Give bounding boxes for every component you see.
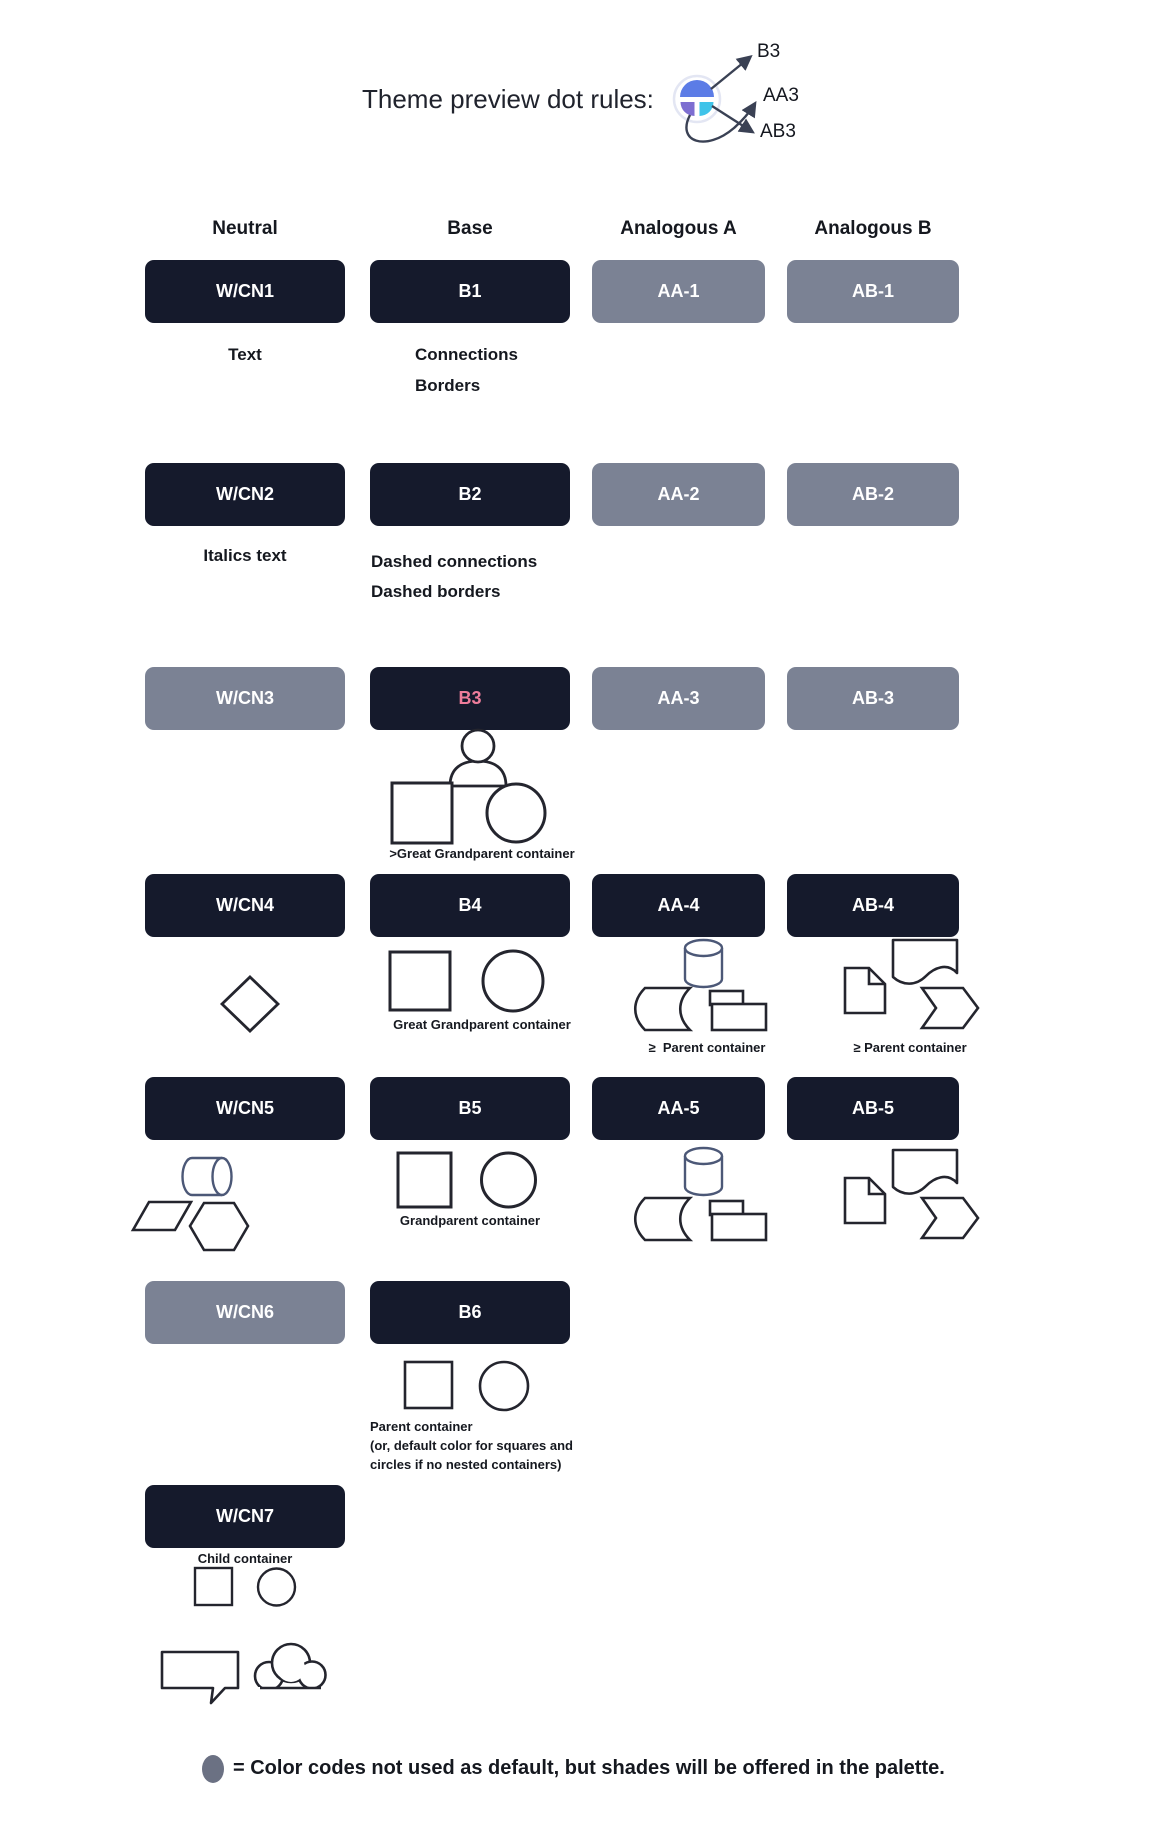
chevron-icon bbox=[922, 1198, 978, 1238]
circle-icon bbox=[480, 1362, 528, 1410]
cloud-icon bbox=[246, 1644, 334, 1709]
swatch-ab3: AB-3 bbox=[787, 667, 959, 730]
circle-icon bbox=[482, 1153, 536, 1207]
cylinder-icon bbox=[685, 1148, 722, 1195]
swatch-ab4: AB-4 bbox=[787, 874, 959, 937]
caption-connections: Connections bbox=[415, 345, 518, 364]
swatch-ab1: AB-1 bbox=[787, 260, 959, 323]
swatch-wcn2: W/CN2 bbox=[145, 463, 345, 526]
page-title: Theme preview dot rules: bbox=[362, 84, 654, 114]
swatch-b1: B1 bbox=[370, 260, 570, 323]
diamond-icon bbox=[222, 977, 278, 1031]
swatch-ab2: AB-2 bbox=[787, 463, 959, 526]
swatch-b4: B4 bbox=[370, 874, 570, 937]
speech-bubble-icon bbox=[162, 1652, 238, 1703]
dot-label-ab3: AB3 bbox=[760, 121, 796, 142]
wavy-card-icon bbox=[893, 1150, 957, 1194]
caption-text: Text bbox=[228, 345, 262, 364]
swatch-aa1: AA-1 bbox=[592, 260, 765, 323]
swatch-aa2: AA-2 bbox=[592, 463, 765, 526]
swatch-b5: B5 bbox=[370, 1077, 570, 1140]
document-icon bbox=[845, 968, 885, 1013]
square-icon bbox=[390, 952, 450, 1010]
caption-dashed-connections: Dashed connections bbox=[371, 552, 538, 571]
caption-parent-line2: (or, default color for squares and bbox=[370, 1438, 573, 1453]
column-header-base: Base bbox=[447, 218, 493, 239]
square-icon bbox=[392, 783, 452, 843]
dot-label-b3: B3 bbox=[757, 41, 781, 62]
chevron-icon bbox=[922, 988, 978, 1028]
folder-icon bbox=[710, 991, 766, 1030]
caption-great-grandparent: Great Grandparent container bbox=[393, 1017, 571, 1032]
caption-child-container: Child container bbox=[197, 1551, 293, 1566]
caption-dashed-borders: Dashed borders bbox=[371, 582, 501, 601]
hexagon-icon bbox=[190, 1203, 248, 1250]
swatch-aa3: AA-3 bbox=[592, 667, 765, 730]
circle-icon bbox=[258, 1569, 295, 1606]
circle-icon bbox=[487, 784, 545, 842]
horizontal-cylinder-icon bbox=[183, 1158, 232, 1195]
swatch-aa5: AA-5 bbox=[592, 1077, 765, 1140]
caption-parent-ab: ≥ Parent container bbox=[853, 1040, 967, 1055]
parallelogram-icon bbox=[133, 1202, 191, 1230]
caption-parent-line3: circles if no nested containers) bbox=[370, 1457, 562, 1472]
pie-dot-icon bbox=[674, 76, 720, 122]
swatch-wcn3: W/CN3 bbox=[145, 667, 345, 730]
dot-label-aa3: AA3 bbox=[763, 85, 799, 106]
person-icon bbox=[450, 730, 506, 786]
legend-text: = Color codes not used as default, but shades will be offered in the palette. bbox=[233, 1757, 945, 1779]
swatch-b2: B2 bbox=[370, 463, 570, 526]
caption-parent-aa: ≥ Parent container bbox=[648, 1040, 766, 1055]
wavy-card-icon bbox=[893, 940, 957, 984]
stored-data-icon bbox=[635, 1198, 690, 1240]
column-header-analogous-b: Analogous B bbox=[814, 218, 932, 239]
square-icon bbox=[398, 1153, 451, 1207]
document-icon bbox=[845, 1178, 885, 1223]
caption-grandparent: Grandparent container bbox=[399, 1213, 541, 1228]
swatch-wcn7: W/CN7 bbox=[145, 1485, 345, 1548]
circle-icon bbox=[483, 951, 543, 1011]
caption-great-grandparent-gt: >Great Grandparent container bbox=[389, 846, 575, 861]
cylinder-icon bbox=[685, 940, 722, 987]
square-icon bbox=[405, 1362, 452, 1408]
swatch-b3: B3 bbox=[370, 667, 570, 730]
swatch-ab5: AB-5 bbox=[787, 1077, 959, 1140]
stored-data-icon bbox=[635, 988, 690, 1030]
caption-parent-line1: Parent container bbox=[370, 1419, 473, 1434]
square-icon bbox=[195, 1568, 232, 1605]
swatch-wcn5: W/CN5 bbox=[145, 1077, 345, 1140]
column-header-analogous-a: Analogous A bbox=[620, 218, 737, 239]
swatch-b6: B6 bbox=[370, 1281, 570, 1344]
arrow-to-b3-icon bbox=[711, 58, 749, 89]
swatch-aa4: AA-4 bbox=[592, 874, 765, 937]
folder-icon bbox=[710, 1201, 766, 1240]
caption-borders: Borders bbox=[415, 376, 481, 395]
caption-italics-text: Italics text bbox=[203, 546, 287, 565]
swatch-wcn4: W/CN4 bbox=[145, 874, 345, 937]
swatch-wcn6: W/CN6 bbox=[145, 1281, 345, 1344]
swatch-wcn1: W/CN1 bbox=[145, 260, 345, 323]
column-header-neutral: Neutral bbox=[212, 218, 278, 239]
